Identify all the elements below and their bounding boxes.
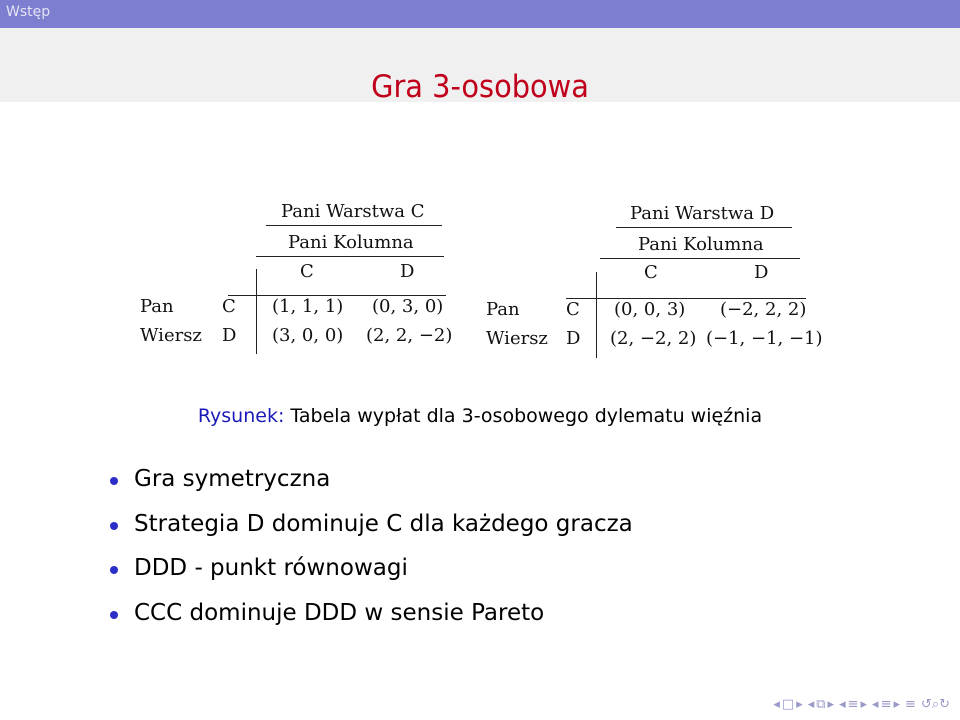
nav-doc-prev-icon[interactable]: ◂ xyxy=(872,697,879,712)
row-header-d: D xyxy=(566,328,581,349)
divider xyxy=(256,256,444,257)
frame-title: Gra 3-osobowa xyxy=(371,68,589,105)
divider xyxy=(266,225,442,226)
column-player-label: Pani Kolumna xyxy=(638,234,764,255)
list-item-text: DDD - punkt równowagi xyxy=(134,555,408,581)
table-title: Pani Warstwa D xyxy=(630,203,775,224)
list-item xyxy=(104,510,633,537)
nav-doc-next-icon[interactable]: ▸ xyxy=(893,697,901,712)
nav-frame-icon[interactable]: □ xyxy=(781,697,795,712)
payoff-cell: (0, 0, 3) xyxy=(614,299,686,320)
row-player-label: Pan xyxy=(140,296,174,317)
list-item-text: Strategia D dominuje C dla każdego gracza xyxy=(134,510,633,537)
payoff-cell: (−2, 2, 2) xyxy=(720,299,807,320)
bullet-icon xyxy=(110,566,118,574)
list-item xyxy=(104,468,633,491)
nav-frame-group xyxy=(773,697,802,712)
list-item-text: CCC dominuje DDD w sensie Pareto xyxy=(134,599,545,626)
row-player-label: Wiersz xyxy=(486,328,548,349)
nav-section-prev-icon[interactable]: ◂ xyxy=(839,697,846,712)
payoff-cell: (1, 1, 1) xyxy=(272,296,344,317)
list-item-text: Gra symetryczna xyxy=(134,466,331,492)
payoff-cell: (2, 2, −2) xyxy=(366,325,453,346)
divider xyxy=(596,272,597,358)
row-header-d: D xyxy=(222,325,237,346)
nav-subsection-prev-icon[interactable]: ◂ xyxy=(807,697,815,712)
nav-subsection-group xyxy=(808,697,834,712)
column-header-c: C xyxy=(644,262,658,283)
column-header-c: C xyxy=(300,261,314,282)
headline-bar xyxy=(0,0,960,28)
payoff-cell: (3, 0, 0) xyxy=(272,325,344,346)
nav-frame-next-icon[interactable]: ▸ xyxy=(796,697,803,712)
nav-align-icon[interactable]: ≡ xyxy=(905,697,916,712)
nav-section-next-icon[interactable]: ▸ xyxy=(860,697,868,712)
list-item xyxy=(104,599,633,626)
divider xyxy=(616,227,792,228)
navigation-bar xyxy=(773,697,950,712)
row-player-label: Pan xyxy=(486,299,520,320)
nav-search-icon[interactable]: ↺⌕↻ xyxy=(920,697,950,712)
payoff-cell: (2, −2, 2) xyxy=(610,328,697,349)
nav-section-group xyxy=(839,697,867,712)
column-header-d: D xyxy=(754,262,769,283)
divider xyxy=(256,269,257,354)
row-player-label: Wiersz xyxy=(140,325,202,346)
row-header-c: C xyxy=(222,296,236,317)
bullet-icon xyxy=(110,522,118,530)
nav-doc-group xyxy=(872,697,900,712)
nav-subsection-next-icon[interactable]: ▸ xyxy=(827,697,835,712)
payoff-cell: (−1, −1, −1) xyxy=(706,328,823,349)
bullet-icon xyxy=(110,477,118,485)
payoff-figure xyxy=(138,186,828,372)
nav-frame-prev-icon[interactable]: ◂ xyxy=(773,697,780,712)
column-player-label: Pani Kolumna xyxy=(288,232,414,253)
payoff-cell: (0, 3, 0) xyxy=(372,296,444,317)
bullet-icon xyxy=(110,611,118,619)
list-item xyxy=(104,557,633,580)
figure-caption xyxy=(0,405,960,427)
caption-text: Tabela wypłat dla 3-osobowego dylematu więźnia xyxy=(290,405,763,427)
row-header-c: C xyxy=(566,299,580,320)
caption-label: Rysunek: xyxy=(197,405,285,427)
section-name[interactable]: Wstęp xyxy=(6,4,51,20)
nav-subsection-icon[interactable]: ⧉ xyxy=(816,697,826,712)
divider xyxy=(600,258,800,259)
column-header-d: D xyxy=(400,261,415,282)
nav-section-icon[interactable]: ≡ xyxy=(847,697,859,712)
nav-doc-icon[interactable]: ≡ xyxy=(880,697,892,712)
bullet-list xyxy=(104,468,633,646)
table-title: Pani Warstwa C xyxy=(281,201,425,222)
